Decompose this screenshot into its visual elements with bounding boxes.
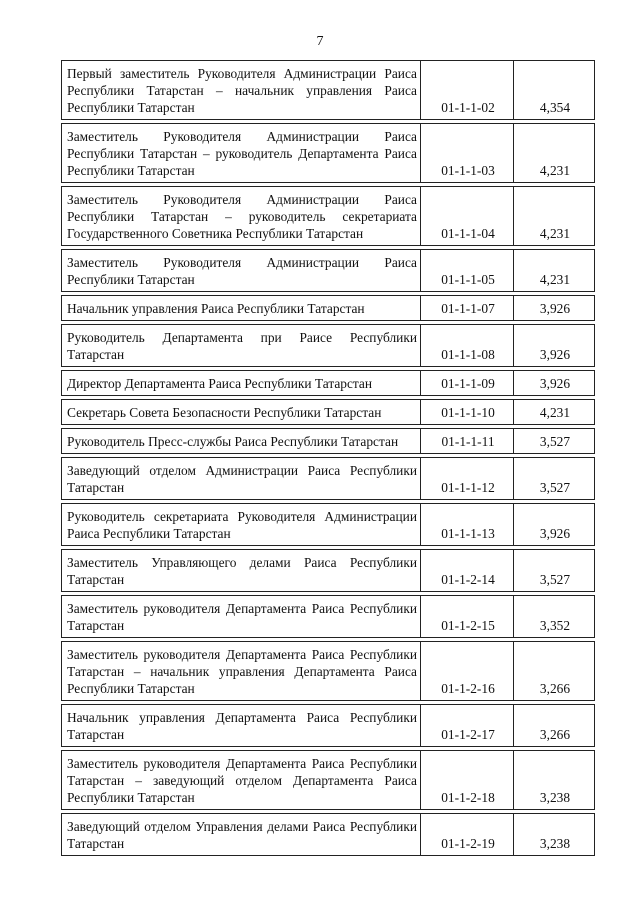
position-code: 01-1-1-13: [421, 504, 514, 546]
table-row: [62, 296, 595, 321]
position-code: 01-1-2-14: [421, 550, 514, 592]
position-table: [61, 60, 595, 856]
position-title: Первый заместитель Руководителя Администрации Раиса Республики Татарстан – начальник управления Раиса Республики Татарстан: [62, 61, 421, 120]
position-code: 01-1-2-17: [421, 705, 514, 747]
position-code: 01-1-1-05: [421, 250, 514, 292]
position-code: 01-1-1-10: [421, 400, 514, 425]
table-row: [62, 250, 595, 292]
position-code: 01-1-1-07: [421, 296, 514, 321]
position-title: Руководитель Пресс-службы Раиса Республики Татарстан: [62, 429, 421, 454]
position-coefficient: 3,926: [514, 504, 595, 546]
position-code: 01-1-2-19: [421, 814, 514, 856]
table-row: [62, 124, 595, 183]
position-title: Руководитель Департамента при Раисе Республики Татарстан: [62, 325, 421, 367]
table-row: [62, 705, 595, 747]
position-coefficient: 3,266: [514, 642, 595, 701]
page-number: 7: [316, 34, 324, 49]
table-row: [62, 751, 595, 810]
position-coefficient: 4,231: [514, 400, 595, 425]
position-title: Начальник управления Департамента Раиса Республики Татарстан: [62, 705, 421, 747]
position-title: Заместитель Руководителя Администрации Раиса Республики Татарстан – руководитель секретариата Государственного Советника Республики Татарстан: [62, 187, 421, 246]
position-code: 01-1-1-12: [421, 458, 514, 500]
position-code: 01-1-1-09: [421, 371, 514, 396]
position-title: Директор Департамента Раиса Республики Татарстан: [62, 371, 421, 396]
position-code: 01-1-1-04: [421, 187, 514, 246]
position-title: Заведующий отделом Управления делами Раиса Республики Татарстан: [62, 814, 421, 856]
position-title: Заведующий отделом Администрации Раиса Республики Татарстан: [62, 458, 421, 500]
position-title: Заместитель руководителя Департамента Раиса Республики Татарстан – начальник управления Департамента Раиса Республики Татарстан: [62, 642, 421, 701]
table-row: [62, 550, 595, 592]
position-coefficient: 3,527: [514, 550, 595, 592]
table-row: [62, 61, 595, 120]
position-code: 01-1-1-03: [421, 124, 514, 183]
position-coefficient: 3,926: [514, 325, 595, 367]
position-coefficient: 4,231: [514, 124, 595, 183]
position-code: 01-1-2-16: [421, 642, 514, 701]
position-code: 01-1-2-15: [421, 596, 514, 638]
position-coefficient: 3,238: [514, 814, 595, 856]
position-code: 01-1-2-18: [421, 751, 514, 810]
position-coefficient: 3,527: [514, 458, 595, 500]
position-title: Заместитель руководителя Департамента Раиса Республики Татарстан – заведующий отделом Департамента Раиса Республики Татарстан: [62, 751, 421, 810]
position-coefficient: 3,266: [514, 705, 595, 747]
position-title: Заместитель руководителя Департамента Раиса Республики Татарстан: [62, 596, 421, 638]
position-coefficient: 3,352: [514, 596, 595, 638]
position-title: Руководитель секретариата Руководителя Администрации Раиса Республики Татарстан: [62, 504, 421, 546]
position-coefficient: 4,231: [514, 250, 595, 292]
position-coefficient: 4,231: [514, 187, 595, 246]
position-coefficient: 3,527: [514, 429, 595, 454]
position-title: Заместитель Руководителя Администрации Раиса Республики Татарстан: [62, 250, 421, 292]
position-coefficient: 3,926: [514, 296, 595, 321]
table-row: [62, 429, 595, 454]
position-title: Заместитель Руководителя Администрации Раиса Республики Татарстан – руководитель Департамента Раиса Республики Татарстан: [62, 124, 421, 183]
position-title: Секретарь Совета Безопасности Республики Татарстан: [62, 400, 421, 425]
table-row: [62, 458, 595, 500]
position-code: 01-1-1-08: [421, 325, 514, 367]
position-coefficient: 3,926: [514, 371, 595, 396]
table-row: [62, 371, 595, 396]
table-row: [62, 596, 595, 638]
position-title: Заместитель Управляющего делами Раиса Республики Татарстан: [62, 550, 421, 592]
table-row: [62, 814, 595, 856]
position-table-body: [62, 61, 595, 856]
table-row: [62, 642, 595, 701]
table-row: [62, 325, 595, 367]
position-title: Начальник управления Раиса Республики Татарстан: [62, 296, 421, 321]
table-row: [62, 504, 595, 546]
table-row: [62, 187, 595, 246]
position-coefficient: 4,354: [514, 61, 595, 120]
position-code: 01-1-1-11: [421, 429, 514, 454]
table-row: [62, 400, 595, 425]
position-coefficient: 3,238: [514, 751, 595, 810]
position-code: 01-1-1-02: [421, 61, 514, 120]
